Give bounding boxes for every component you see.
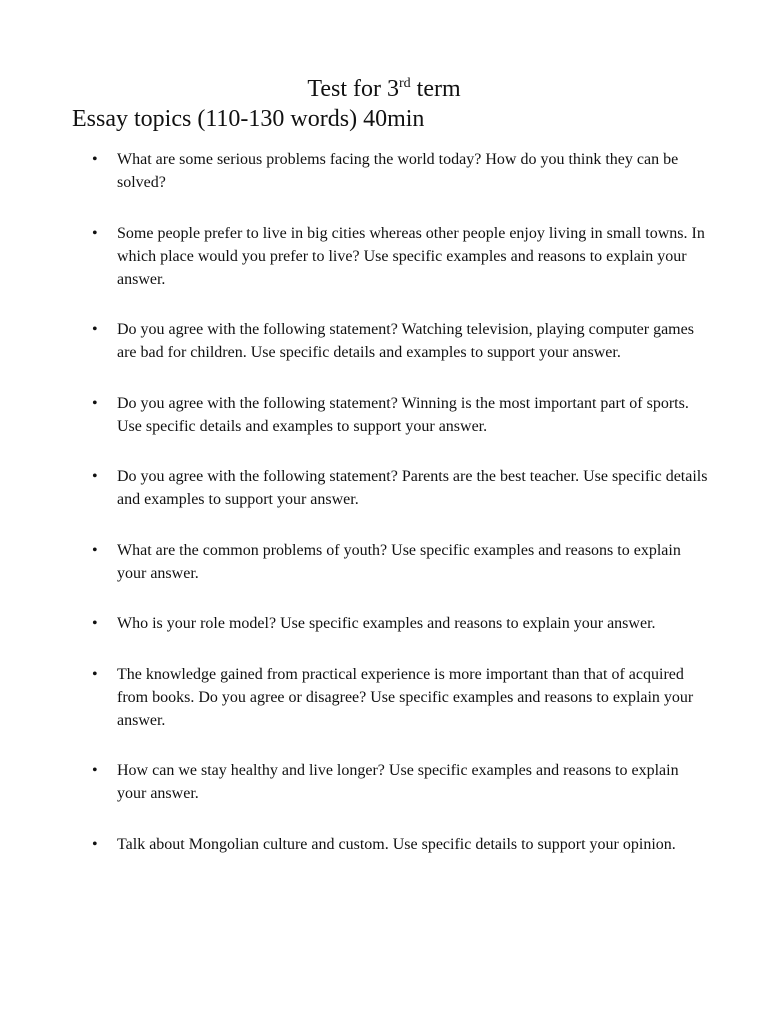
topic-text: What are some serious problems facing the world today? How do you think they can be solved? [117, 151, 679, 191]
topic-list [0, 148, 768, 883]
bullet-icon: • [92, 394, 98, 412]
bullet-icon: • [92, 615, 98, 632]
page-subtitle: Essay topics (110-130 words) 40min [72, 106, 425, 132]
bullet-icon: • [92, 541, 98, 559]
page-title [0, 74, 768, 104]
bullet-icon: • [92, 835, 98, 853]
list-item [0, 612, 768, 635]
list-item [0, 465, 768, 511]
topic-text: Do you agree with the following statement? Winning is the most important part of sports. Use specific details and examples to support your answer. [117, 394, 689, 435]
list-item [0, 222, 768, 291]
title-suffix: term [410, 76, 461, 102]
list-item [0, 663, 768, 732]
bullet-icon: • [92, 151, 98, 168]
topic-text: Some people prefer to live in big cities whereas other people enjoy living in small towns. In which place would you prefer to live? Use specific examples and reasons to explain your answer. [117, 224, 705, 288]
bullet-icon: • [92, 468, 98, 485]
title-prefix: Test for 3 [307, 76, 399, 102]
bullet-icon: • [92, 224, 98, 242]
topic-text: Talk about Mongolian culture and custom. Use specific details to support your opinion. [117, 835, 676, 853]
topic-text: What are the common problems of youth? Use specific examples and reasons to explain your answer. [117, 541, 681, 582]
topic-text: Do you agree with the following statement? Parents are the best teacher. Use specific details and examples to support your answer. [117, 468, 708, 508]
list-item [0, 148, 768, 194]
topic-text: Who is your role model? Use specific examples and reasons to explain your answer. [117, 615, 656, 632]
bullet-icon: • [92, 762, 98, 779]
list-item [0, 833, 768, 856]
topic-text: How can we stay healthy and live longer? Use specific examples and reasons to explain your answer. [117, 762, 679, 802]
title-superscript: rd [398, 76, 411, 91]
list-item [0, 539, 768, 585]
bullet-icon: • [92, 321, 98, 338]
topic-text: Do you agree with the following statement? Watching television, playing computer games are bad for children. Use specific details and examples to support your answer. [117, 321, 694, 361]
topic-text: The knowledge gained from practical experience is more important than that of acquired from books. Do you agree or disagree? Use specific examples and reasons to explain your answer. [117, 665, 694, 729]
list-item [0, 392, 768, 438]
bullet-icon: • [92, 665, 98, 683]
list-item [0, 318, 768, 364]
list-item [0, 759, 768, 805]
